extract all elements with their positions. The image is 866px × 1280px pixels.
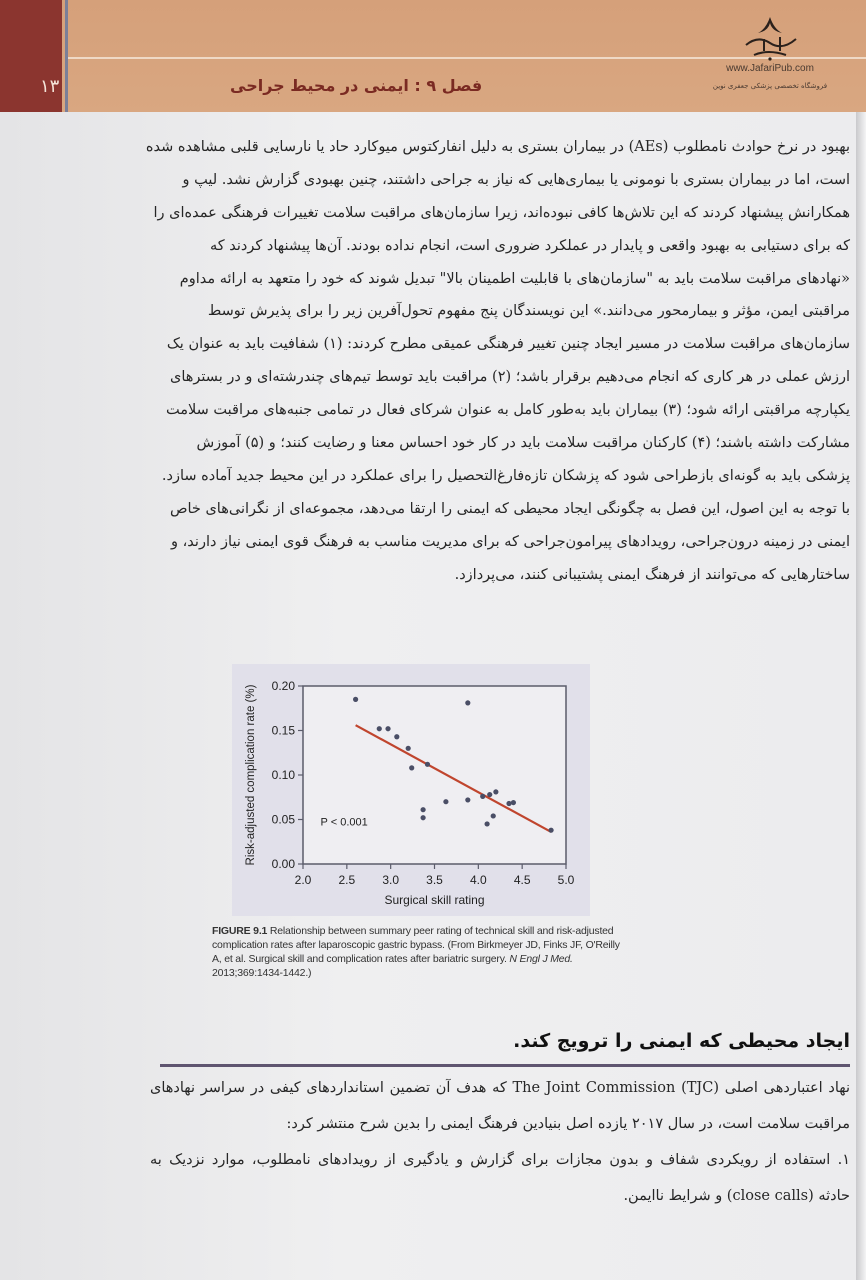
- plot-area: [303, 686, 566, 864]
- text-line: ایمنی در زمینه درون‌جراحی، رویدادهای پیرامون‌جراحی که برای مدیریت مناسب به فرهنگ قوی ایمنی نیاز دارند، و: [171, 533, 850, 550]
- section-heading: ایجاد محیطی که ایمنی را ترویج کند.: [513, 1030, 850, 1052]
- data-point: [443, 799, 448, 804]
- text-line: با توجه به این اصول، این فصل به چگونگی ایجاد محیطی که ایمنی را ارتقا می‌دهد، مجموعه‌ای از نگرانی‌های خاص: [169, 500, 850, 517]
- data-point: [394, 734, 399, 739]
- chapter-title: فصل ۹ : ایمنی در محیط جراحی: [230, 76, 483, 95]
- data-point: [506, 801, 511, 806]
- data-point: [421, 807, 426, 812]
- text-line: است، اما در بیماران بستری با نومونی یا بیماری‌هایی که نیاز به جراحی داشتند، چنین بهبودی گزارش نشد. لیپ و: [182, 171, 850, 188]
- text-line: «نهادهای مراقبت سلامت باید به "سازمان‌های با قابلیت اطمینان بالا" تبدیل شوند که خود را متعهد به ارائه مداوم: [179, 270, 850, 287]
- p-value-annotation: P < 0.001: [320, 816, 368, 829]
- text-line: یکپارچه مراقبتی ارائه شود؛ (۳) بیماران باید به‌طور کامل به عنوان شرکای فعال در تمامی جنبه‌های مراقبت سلامت: [166, 402, 850, 419]
- data-point: [409, 765, 414, 770]
- data-point: [406, 746, 411, 751]
- data-point: [511, 800, 516, 805]
- caption-text: Relationship between summary peer rating of technical skill and risk-adjusted complication rates after laparoscopic gastric bypass. (From Birkmeyer JD, Finks JF, O'Reilly A, et al. Surgical skill and complication rates after bariatric surgery.: [212, 925, 620, 965]
- heading-rule: [160, 1064, 850, 1067]
- text-line: ۱. استفاده از رویکردی شفاف و بدون مجازات برای گزارش و یادگیری از رویدادهای نامطلوب، موارد نزدیک به: [150, 1152, 850, 1168]
- data-point: [425, 762, 430, 767]
- data-point: [353, 697, 358, 702]
- data-point: [487, 792, 492, 797]
- x-tick-label: 4.5: [513, 873, 531, 887]
- x-tick-label: 3.5: [426, 873, 443, 887]
- header-divider: [65, 0, 68, 112]
- x-tick-label: 2.0: [294, 873, 312, 887]
- journal-name: N Engl J Med.: [509, 953, 573, 965]
- text-line: مشارکت داشته باشند؛ (۴) کارکنان مراقبت سلامت باید در کار خود احساس معنا و رضایت کنند؛ و (۵) آموزش: [196, 435, 850, 452]
- text-line: همکارانش پیشنهاد کردند که این تلاش‌ها کافی نبوده‌اند، زیرا سازمان‌های مراقبت سلامت تغییرات فرهنگی عمده‌ای را: [153, 204, 850, 221]
- data-point: [465, 700, 470, 705]
- data-point: [493, 789, 498, 794]
- text-line: ساختارهایی که می‌توانند از فرهنگ ایمنی پشتیبانی کنند، می‌پردازد.: [454, 566, 850, 583]
- text-line: مراقبتی ایمن، مؤثر و بیمارمحور می‌دانند.» این نویسندگان پنج مفهوم تحول‌آفرین زیر را برای پذیرش توسط: [207, 303, 850, 320]
- y-tick-label: 0.10: [271, 768, 295, 782]
- text-line: نهاد اعتباردهی اصلی (The Joint Commission (TJC که هدف آن تضمین استانداردهای کیفی در سراسر نهادهای: [150, 1080, 850, 1096]
- x-tick-label: 4.0: [469, 873, 487, 887]
- data-point: [485, 821, 490, 826]
- page-edge: [856, 0, 866, 1280]
- text-line: بهبود در نرخ حوادث نامطلوب (AEs) در بیماران بستری به دلیل انفارکتوس میوکارد حاد یا نارسایی قلبی مشاهده شده: [145, 139, 850, 155]
- section-text: [150, 1070, 850, 1214]
- publisher-logo: [700, 15, 840, 90]
- citation: 2013;369:1434-1442.): [212, 967, 312, 979]
- x-tick-label: 5.0: [557, 873, 575, 887]
- data-point: [465, 797, 470, 802]
- logo-icon: [740, 15, 800, 61]
- y-axis-label: Risk-adjusted complication rate (%): [245, 684, 257, 866]
- text-line: ارزش عملی در هر کاری که انجام می‌دهیم برقرار باشد؛ (۲) مراقبت باید توسط تیم‌های چندرشته‌ای و در بسترهای: [169, 369, 850, 386]
- data-point: [548, 828, 553, 833]
- text-line: پزشکی باید به گونه‌ای بازطراحی شود که پزشکان تازه‌فارغ‌التحصیل را برای عملکرد در این محیط جدید آماده سازد.: [161, 467, 850, 484]
- data-point: [491, 813, 496, 818]
- body-text: [145, 131, 850, 591]
- logo-url: www.JafariPub.com: [726, 63, 814, 74]
- scatter-chart: [232, 664, 590, 916]
- figure-label: FIGURE 9.1: [212, 925, 268, 937]
- x-tick-label: 3.0: [382, 873, 400, 887]
- y-tick-label: 0.00: [271, 857, 295, 871]
- text-line: مراقبت سلامت است، در سال ۲۰۱۷ یازده اصل بنیادین فرهنگ ایمنی را بدین شرح منتشر کرد:: [286, 1116, 850, 1132]
- publisher-name: فروشگاه تخصصی پزشکی جعفری نوین: [712, 82, 828, 90]
- page-header: [0, 0, 866, 112]
- text-line: سازمان‌های مراقبت سلامت در مسیر ایجاد چنین تغییر فرهنگی عمیقی مطرح کردند: (۱) شفافیت باید به عنوان یک: [166, 336, 850, 353]
- x-axis-label: Surgical skill rating: [384, 893, 485, 907]
- y-tick-label: 0.20: [271, 679, 295, 693]
- data-point: [421, 815, 426, 820]
- figure-caption: [212, 924, 622, 980]
- text-line: که برای دستیابی به بهبود واقعی و پایدار در عملکرد ضروری است، انجام نداده بودند. آن‌ها پیشنهاد کردند که: [210, 237, 850, 254]
- y-tick-label: 0.05: [271, 812, 295, 827]
- data-point: [377, 726, 382, 731]
- y-tick-label: 0.15: [271, 723, 295, 738]
- x-tick-label: 2.5: [338, 873, 356, 887]
- figure-9-1: [232, 664, 590, 916]
- data-point: [385, 726, 390, 731]
- text-line: حادثه (close calls) و شرایط ناایمن.: [623, 1188, 850, 1204]
- page-number: ۱۳: [40, 76, 60, 97]
- data-point: [480, 794, 485, 799]
